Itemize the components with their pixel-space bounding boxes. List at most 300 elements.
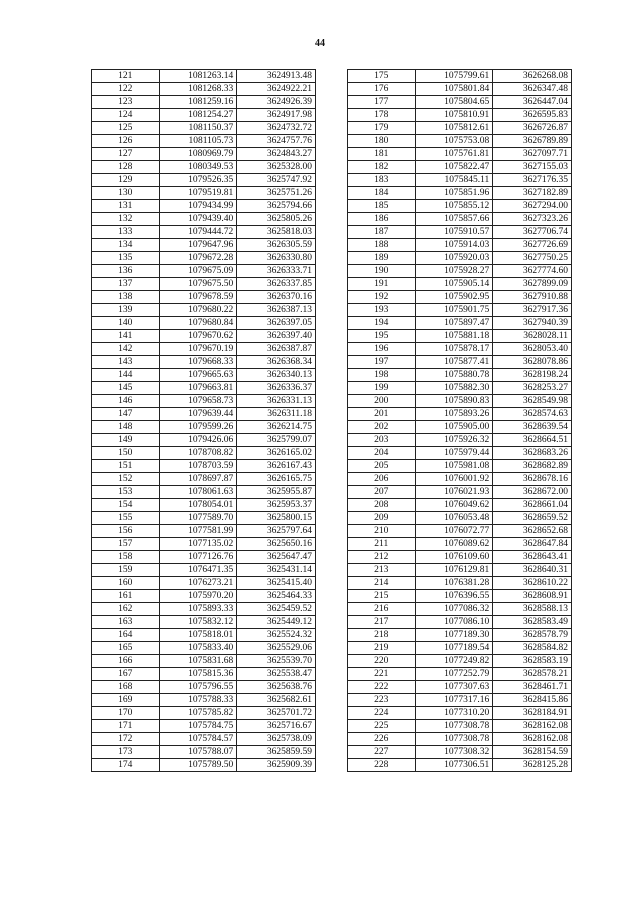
- y-coordinate-cell: 3627155.03: [493, 161, 572, 174]
- table-row: [92, 122, 316, 135]
- x-coordinate-cell: 1075882.30: [415, 382, 493, 395]
- point-number-cell: 174: [92, 759, 160, 772]
- x-coordinate-cell: 1076089.62: [415, 538, 493, 551]
- y-coordinate-cell: 3626167.43: [237, 460, 316, 473]
- table-row: [348, 356, 572, 369]
- table-row: [348, 538, 572, 551]
- x-coordinate-cell: 1075914.03: [415, 239, 493, 252]
- x-coordinate-cell: 1079426.06: [159, 434, 237, 447]
- y-coordinate-cell: 3624922.21: [237, 83, 316, 96]
- point-number-cell: 163: [92, 616, 160, 629]
- point-number-cell: 173: [92, 746, 160, 759]
- table-row: [348, 551, 572, 564]
- point-number-cell: 169: [92, 694, 160, 707]
- y-coordinate-cell: 3625859.59: [237, 746, 316, 759]
- x-coordinate-cell: 1077317.16: [415, 694, 493, 707]
- table-row: [92, 343, 316, 356]
- x-coordinate-cell: 1075970.20: [159, 590, 237, 603]
- x-coordinate-cell: 1078708.82: [159, 447, 237, 460]
- table-row: [92, 382, 316, 395]
- table-row: [348, 759, 572, 772]
- point-number-cell: 194: [348, 317, 416, 330]
- point-number-cell: 191: [348, 278, 416, 291]
- point-number-cell: 198: [348, 369, 416, 382]
- point-number-cell: 215: [348, 590, 416, 603]
- table-row: [92, 577, 316, 590]
- table-row: [348, 200, 572, 213]
- y-coordinate-cell: 3628078.86: [493, 356, 572, 369]
- table-row: [92, 538, 316, 551]
- y-coordinate-cell: 3625747.92: [237, 174, 316, 187]
- point-number-cell: 154: [92, 499, 160, 512]
- table-row: [92, 616, 316, 629]
- x-coordinate-cell: 1075812.61: [415, 122, 493, 135]
- table-row: [348, 668, 572, 681]
- table-row: [348, 291, 572, 304]
- table-row: [348, 148, 572, 161]
- point-number-cell: 141: [92, 330, 160, 343]
- y-coordinate-cell: 3626311.18: [237, 408, 316, 421]
- point-number-cell: 134: [92, 239, 160, 252]
- y-coordinate-cell: 3625464.33: [237, 590, 316, 603]
- point-number-cell: 184: [348, 187, 416, 200]
- y-coordinate-cell: 3625799.07: [237, 434, 316, 447]
- table-row: [92, 330, 316, 343]
- point-number-cell: 164: [92, 629, 160, 642]
- table-row: [92, 278, 316, 291]
- table-row: [92, 408, 316, 421]
- point-number-cell: 197: [348, 356, 416, 369]
- point-number-cell: 188: [348, 239, 416, 252]
- table-row: [92, 525, 316, 538]
- table-row: [348, 434, 572, 447]
- table-row: [92, 642, 316, 655]
- x-coordinate-cell: 1079519.81: [159, 187, 237, 200]
- y-coordinate-cell: 3624913.48: [237, 70, 316, 83]
- x-coordinate-cell: 1075878.17: [415, 343, 493, 356]
- x-coordinate-cell: 1075857.66: [415, 213, 493, 226]
- y-coordinate-cell: 3628198.24: [493, 369, 572, 382]
- y-coordinate-cell: 3628678.16: [493, 473, 572, 486]
- y-coordinate-cell: 3625638.76: [237, 681, 316, 694]
- y-coordinate-cell: 3628578.79: [493, 629, 572, 642]
- point-number-cell: 148: [92, 421, 160, 434]
- table-row: [348, 70, 572, 83]
- point-number-cell: 179: [348, 122, 416, 135]
- x-coordinate-cell: 1075897.47: [415, 317, 493, 330]
- y-coordinate-cell: 3627097.71: [493, 148, 572, 161]
- y-coordinate-cell: 3628574.63: [493, 408, 572, 421]
- point-number-cell: 125: [92, 122, 160, 135]
- y-coordinate-cell: 3625738.09: [237, 733, 316, 746]
- y-coordinate-cell: 3626595.83: [493, 109, 572, 122]
- point-number-cell: 129: [92, 174, 160, 187]
- x-coordinate-cell: 1077086.32: [415, 603, 493, 616]
- x-coordinate-cell: 1075785.82: [159, 707, 237, 720]
- point-number-cell: 190: [348, 265, 416, 278]
- point-number-cell: 219: [348, 642, 416, 655]
- point-number-cell: 151: [92, 460, 160, 473]
- y-coordinate-cell: 3628672.00: [493, 486, 572, 499]
- x-coordinate-cell: 1077126.76: [159, 551, 237, 564]
- y-coordinate-cell: 3626340.13: [237, 369, 316, 382]
- y-coordinate-cell: 3627774.60: [493, 265, 572, 278]
- x-coordinate-cell: 1075784.75: [159, 720, 237, 733]
- table-row: [92, 70, 316, 83]
- x-coordinate-cell: 1077306.51: [415, 759, 493, 772]
- point-number-cell: 208: [348, 499, 416, 512]
- table-row: [92, 551, 316, 564]
- y-coordinate-cell: 3628584.82: [493, 642, 572, 655]
- point-number-cell: 170: [92, 707, 160, 720]
- x-coordinate-cell: 1076053.48: [415, 512, 493, 525]
- y-coordinate-cell: 3628415.86: [493, 694, 572, 707]
- y-coordinate-cell: 3625701.72: [237, 707, 316, 720]
- point-number-cell: 202: [348, 421, 416, 434]
- table-row: [92, 135, 316, 148]
- x-coordinate-cell: 1081254.27: [159, 109, 237, 122]
- x-coordinate-cell: 1075761.81: [415, 148, 493, 161]
- y-coordinate-cell: 3626347.48: [493, 83, 572, 96]
- x-coordinate-cell: 1079678.59: [159, 291, 237, 304]
- point-number-cell: 186: [348, 213, 416, 226]
- point-number-cell: 199: [348, 382, 416, 395]
- x-coordinate-cell: 1078697.87: [159, 473, 237, 486]
- y-coordinate-cell: 3627940.39: [493, 317, 572, 330]
- point-number-cell: 210: [348, 525, 416, 538]
- point-number-cell: 201: [348, 408, 416, 421]
- y-coordinate-cell: 3625797.64: [237, 525, 316, 538]
- point-number-cell: 131: [92, 200, 160, 213]
- table-body: [92, 70, 316, 772]
- table-row: [92, 564, 316, 577]
- x-coordinate-cell: 1079670.62: [159, 330, 237, 343]
- y-coordinate-cell: 3625751.26: [237, 187, 316, 200]
- table-row: [348, 577, 572, 590]
- point-number-cell: 206: [348, 473, 416, 486]
- x-coordinate-cell: 1075822.47: [415, 161, 493, 174]
- x-coordinate-cell: 1075753.08: [415, 135, 493, 148]
- y-coordinate-cell: 3625415.40: [237, 577, 316, 590]
- y-coordinate-cell: 3628640.31: [493, 564, 572, 577]
- point-number-cell: 153: [92, 486, 160, 499]
- table-row: [92, 733, 316, 746]
- x-coordinate-cell: 1078061.63: [159, 486, 237, 499]
- point-number-cell: 211: [348, 538, 416, 551]
- y-coordinate-cell: 3626336.37: [237, 382, 316, 395]
- x-coordinate-cell: 1075901.75: [415, 304, 493, 317]
- x-coordinate-cell: 1075905.14: [415, 278, 493, 291]
- table-row: [348, 447, 572, 460]
- table-row: [92, 317, 316, 330]
- point-number-cell: 149: [92, 434, 160, 447]
- y-coordinate-cell: 3625538.47: [237, 668, 316, 681]
- table-row: [92, 174, 316, 187]
- y-coordinate-cell: 3626370.16: [237, 291, 316, 304]
- table-row: [348, 343, 572, 356]
- y-coordinate-cell: 3628162.08: [493, 720, 572, 733]
- x-coordinate-cell: 1077249.82: [415, 655, 493, 668]
- point-number-cell: 203: [348, 434, 416, 447]
- table-row: [348, 499, 572, 512]
- x-coordinate-cell: 1076471.35: [159, 564, 237, 577]
- table-body: [348, 70, 572, 772]
- x-coordinate-cell: 1077252.79: [415, 668, 493, 681]
- y-coordinate-cell: 3628664.51: [493, 434, 572, 447]
- table-row: [348, 239, 572, 252]
- y-coordinate-cell: 3627706.74: [493, 226, 572, 239]
- x-coordinate-cell: 1079599.26: [159, 421, 237, 434]
- y-coordinate-cell: 3626333.71: [237, 265, 316, 278]
- table-row: [92, 213, 316, 226]
- x-coordinate-cell: 1075928.27: [415, 265, 493, 278]
- point-number-cell: 133: [92, 226, 160, 239]
- y-coordinate-cell: 3628652.68: [493, 525, 572, 538]
- x-coordinate-cell: 1077308.32: [415, 746, 493, 759]
- x-coordinate-cell: 1075801.84: [415, 83, 493, 96]
- y-coordinate-cell: 3625800.15: [237, 512, 316, 525]
- y-coordinate-cell: 3628683.26: [493, 447, 572, 460]
- point-number-cell: 122: [92, 83, 160, 96]
- x-coordinate-cell: 1076381.28: [415, 577, 493, 590]
- table-row: [92, 148, 316, 161]
- point-number-cell: 171: [92, 720, 160, 733]
- table-row: [92, 226, 316, 239]
- y-coordinate-cell: 3627899.09: [493, 278, 572, 291]
- point-number-cell: 132: [92, 213, 160, 226]
- point-number-cell: 121: [92, 70, 160, 83]
- point-number-cell: 140: [92, 317, 160, 330]
- x-coordinate-cell: 1077581.99: [159, 525, 237, 538]
- y-coordinate-cell: 3628184.91: [493, 707, 572, 720]
- point-number-cell: 123: [92, 96, 160, 109]
- point-number-cell: 144: [92, 369, 160, 382]
- table-row: [348, 252, 572, 265]
- table-row: [92, 356, 316, 369]
- point-number-cell: 200: [348, 395, 416, 408]
- y-coordinate-cell: 3625953.37: [237, 499, 316, 512]
- coordinates-table-left: [91, 69, 316, 772]
- point-number-cell: 182: [348, 161, 416, 174]
- x-coordinate-cell: 1075788.33: [159, 694, 237, 707]
- x-coordinate-cell: 1079658.73: [159, 395, 237, 408]
- table-row: [92, 460, 316, 473]
- x-coordinate-cell: 1079639.44: [159, 408, 237, 421]
- y-coordinate-cell: 3626337.85: [237, 278, 316, 291]
- y-coordinate-cell: 3628028.11: [493, 330, 572, 343]
- table-row: [348, 304, 572, 317]
- point-number-cell: 214: [348, 577, 416, 590]
- point-number-cell: 145: [92, 382, 160, 395]
- point-number-cell: 142: [92, 343, 160, 356]
- table-row: [348, 330, 572, 343]
- table-row: [92, 720, 316, 733]
- table-row: [92, 304, 316, 317]
- x-coordinate-cell: 1079670.19: [159, 343, 237, 356]
- x-coordinate-cell: 1076001.92: [415, 473, 493, 486]
- point-number-cell: 165: [92, 642, 160, 655]
- point-number-cell: 156: [92, 525, 160, 538]
- point-number-cell: 128: [92, 161, 160, 174]
- coordinates-table-right: [347, 69, 572, 772]
- x-coordinate-cell: 1076021.93: [415, 486, 493, 499]
- point-number-cell: 162: [92, 603, 160, 616]
- table-row: [92, 187, 316, 200]
- y-coordinate-cell: 3627294.00: [493, 200, 572, 213]
- x-coordinate-cell: 1078703.59: [159, 460, 237, 473]
- table-row: [348, 681, 572, 694]
- x-coordinate-cell: 1075981.08: [415, 460, 493, 473]
- y-coordinate-cell: 3626268.08: [493, 70, 572, 83]
- point-number-cell: 146: [92, 395, 160, 408]
- point-number-cell: 207: [348, 486, 416, 499]
- y-coordinate-cell: 3627726.69: [493, 239, 572, 252]
- table-row: [348, 473, 572, 486]
- point-number-cell: 167: [92, 668, 160, 681]
- y-coordinate-cell: 3624757.76: [237, 135, 316, 148]
- table-row: [92, 759, 316, 772]
- y-coordinate-cell: 3625650.16: [237, 538, 316, 551]
- x-coordinate-cell: 1075799.61: [415, 70, 493, 83]
- table-row: [348, 655, 572, 668]
- table-row: [92, 291, 316, 304]
- table-row: [92, 421, 316, 434]
- x-coordinate-cell: 1079526.35: [159, 174, 237, 187]
- point-number-cell: 136: [92, 265, 160, 278]
- y-coordinate-cell: 3625539.70: [237, 655, 316, 668]
- y-coordinate-cell: 3625805.26: [237, 213, 316, 226]
- table-row: [92, 668, 316, 681]
- x-coordinate-cell: 1075810.91: [415, 109, 493, 122]
- table-row: [348, 512, 572, 525]
- point-number-cell: 150: [92, 447, 160, 460]
- y-coordinate-cell: 3628610.22: [493, 577, 572, 590]
- x-coordinate-cell: 1075877.41: [415, 356, 493, 369]
- y-coordinate-cell: 3626368.34: [237, 356, 316, 369]
- y-coordinate-cell: 3628643.41: [493, 551, 572, 564]
- table-row: [348, 642, 572, 655]
- y-coordinate-cell: 3628162.08: [493, 733, 572, 746]
- point-number-cell: 138: [92, 291, 160, 304]
- x-coordinate-cell: 1075818.01: [159, 629, 237, 642]
- y-coordinate-cell: 3625524.32: [237, 629, 316, 642]
- point-number-cell: 195: [348, 330, 416, 343]
- point-number-cell: 217: [348, 616, 416, 629]
- table-row: [348, 733, 572, 746]
- table-row: [92, 681, 316, 694]
- point-number-cell: 222: [348, 681, 416, 694]
- x-coordinate-cell: 1080349.53: [159, 161, 237, 174]
- table-row: [92, 473, 316, 486]
- table-row: [92, 629, 316, 642]
- y-coordinate-cell: 3628647.84: [493, 538, 572, 551]
- x-coordinate-cell: 1079672.28: [159, 252, 237, 265]
- y-coordinate-cell: 3626387.13: [237, 304, 316, 317]
- table-row: [348, 746, 572, 759]
- table-row: [348, 564, 572, 577]
- x-coordinate-cell: 1079668.33: [159, 356, 237, 369]
- y-coordinate-cell: 3626214.75: [237, 421, 316, 434]
- y-coordinate-cell: 3624732.72: [237, 122, 316, 135]
- x-coordinate-cell: 1079439.40: [159, 213, 237, 226]
- table-row: [92, 746, 316, 759]
- x-coordinate-cell: 1075784.57: [159, 733, 237, 746]
- x-coordinate-cell: 1079680.22: [159, 304, 237, 317]
- point-number-cell: 225: [348, 720, 416, 733]
- y-coordinate-cell: 3628588.13: [493, 603, 572, 616]
- x-coordinate-cell: 1079647.96: [159, 239, 237, 252]
- y-coordinate-cell: 3628659.52: [493, 512, 572, 525]
- point-number-cell: 189: [348, 252, 416, 265]
- x-coordinate-cell: 1075890.83: [415, 395, 493, 408]
- point-number-cell: 212: [348, 551, 416, 564]
- y-coordinate-cell: 3628154.59: [493, 746, 572, 759]
- point-number-cell: 187: [348, 226, 416, 239]
- y-coordinate-cell: 3628461.71: [493, 681, 572, 694]
- table-row: [92, 655, 316, 668]
- table-row: [92, 447, 316, 460]
- x-coordinate-cell: 1075845.11: [415, 174, 493, 187]
- point-number-cell: 135: [92, 252, 160, 265]
- x-coordinate-cell: 1077308.78: [415, 720, 493, 733]
- table-row: [348, 174, 572, 187]
- x-coordinate-cell: 1081150.37: [159, 122, 237, 135]
- point-number-cell: 160: [92, 577, 160, 590]
- point-number-cell: 143: [92, 356, 160, 369]
- table-row: [348, 109, 572, 122]
- x-coordinate-cell: 1075831.68: [159, 655, 237, 668]
- y-coordinate-cell: 3624926.39: [237, 96, 316, 109]
- x-coordinate-cell: 1076072.77: [415, 525, 493, 538]
- y-coordinate-cell: 3626387.87: [237, 343, 316, 356]
- x-coordinate-cell: 1075880.78: [415, 369, 493, 382]
- x-coordinate-cell: 1075910.57: [415, 226, 493, 239]
- y-coordinate-cell: 3626330.80: [237, 252, 316, 265]
- y-coordinate-cell: 3626447.04: [493, 96, 572, 109]
- y-coordinate-cell: 3627917.36: [493, 304, 572, 317]
- y-coordinate-cell: 3625328.00: [237, 161, 316, 174]
- point-number-cell: 166: [92, 655, 160, 668]
- x-coordinate-cell: 1077189.30: [415, 629, 493, 642]
- point-number-cell: 175: [348, 70, 416, 83]
- point-number-cell: 137: [92, 278, 160, 291]
- y-coordinate-cell: 3626165.75: [237, 473, 316, 486]
- point-number-cell: 172: [92, 733, 160, 746]
- y-coordinate-cell: 3627176.35: [493, 174, 572, 187]
- y-coordinate-cell: 3628549.98: [493, 395, 572, 408]
- x-coordinate-cell: 1079680.84: [159, 317, 237, 330]
- table-row: [92, 109, 316, 122]
- table-row: [348, 122, 572, 135]
- table-row: [92, 395, 316, 408]
- table-row: [348, 265, 572, 278]
- table-row: [348, 226, 572, 239]
- x-coordinate-cell: 1076049.62: [415, 499, 493, 512]
- point-number-cell: 181: [348, 148, 416, 161]
- x-coordinate-cell: 1077308.78: [415, 733, 493, 746]
- x-coordinate-cell: 1076129.81: [415, 564, 493, 577]
- x-coordinate-cell: 1075788.07: [159, 746, 237, 759]
- x-coordinate-cell: 1080969.79: [159, 148, 237, 161]
- y-coordinate-cell: 3625682.61: [237, 694, 316, 707]
- table-row: [92, 499, 316, 512]
- point-number-cell: 139: [92, 304, 160, 317]
- x-coordinate-cell: 1075851.96: [415, 187, 493, 200]
- table-row: [348, 83, 572, 96]
- point-number-cell: 228: [348, 759, 416, 772]
- y-coordinate-cell: 3624917.98: [237, 109, 316, 122]
- x-coordinate-cell: 1076396.55: [415, 590, 493, 603]
